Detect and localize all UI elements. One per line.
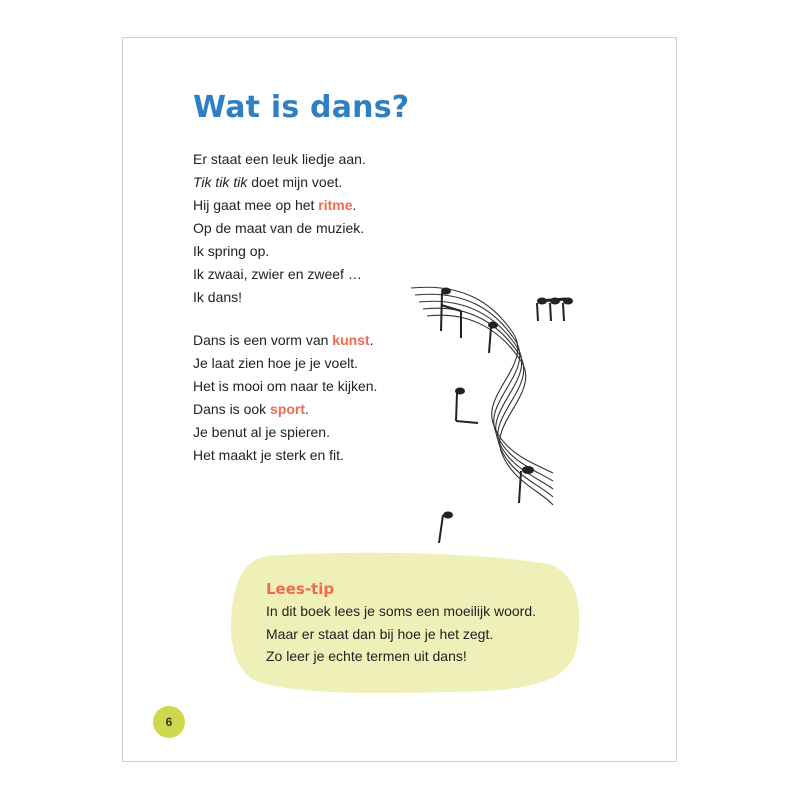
poem-line-text: . bbox=[305, 401, 309, 417]
poem-line bbox=[193, 194, 493, 217]
poem-line-text: Dans is ook bbox=[193, 401, 271, 417]
poem-line: Ik spring op. bbox=[193, 243, 270, 259]
page-title: Wat is dans? bbox=[193, 90, 410, 125]
poem-line: Het is mooi om naar te kijken. bbox=[193, 378, 378, 394]
keyword-ritme: ritme bbox=[318, 197, 353, 213]
poem-line: Je laat zien hoe je je voelt. bbox=[193, 355, 358, 371]
poem-line: Het maakt je sterk en fit. bbox=[193, 447, 344, 463]
tip-line: Maar er staat dan bij hoe je het zegt. bbox=[266, 625, 494, 642]
italic-text: Tik tik tik bbox=[193, 174, 248, 190]
book-page bbox=[122, 37, 677, 762]
tip-content bbox=[266, 578, 536, 668]
poem-line-text: doet mijn voet. bbox=[247, 174, 343, 190]
tip-heading: Lees-tip bbox=[266, 580, 335, 598]
poem-line-text: . bbox=[369, 332, 374, 348]
poem-line: Je benut al je spieren. bbox=[193, 424, 330, 440]
reading-tip-box bbox=[228, 550, 583, 695]
page-number-badge: 6 bbox=[153, 706, 185, 738]
poem-line: Er staat een leuk liedje aan. bbox=[193, 151, 366, 167]
poem-line-text: Dans is een vorm van bbox=[193, 332, 333, 348]
keyword-sport: sport bbox=[270, 401, 306, 417]
poem-line-text: Hij gaat mee op het bbox=[193, 197, 319, 213]
tip-line: Zo leer je echte termen uit dans! bbox=[266, 648, 467, 664]
poem-line-text: . bbox=[352, 197, 357, 213]
poem-line: Ik dans! bbox=[193, 289, 243, 305]
poem-line bbox=[193, 171, 493, 194]
keyword-kunst: kunst bbox=[332, 332, 370, 348]
poem-line: Op de maat van de muziek. bbox=[193, 220, 365, 236]
tip-line: In dit boek lees je soms een moeilijk woord. bbox=[266, 603, 537, 619]
music-notes-illustration bbox=[403, 243, 583, 543]
poem-line: Ik zwaai, zwier en zweef … bbox=[193, 266, 362, 282]
